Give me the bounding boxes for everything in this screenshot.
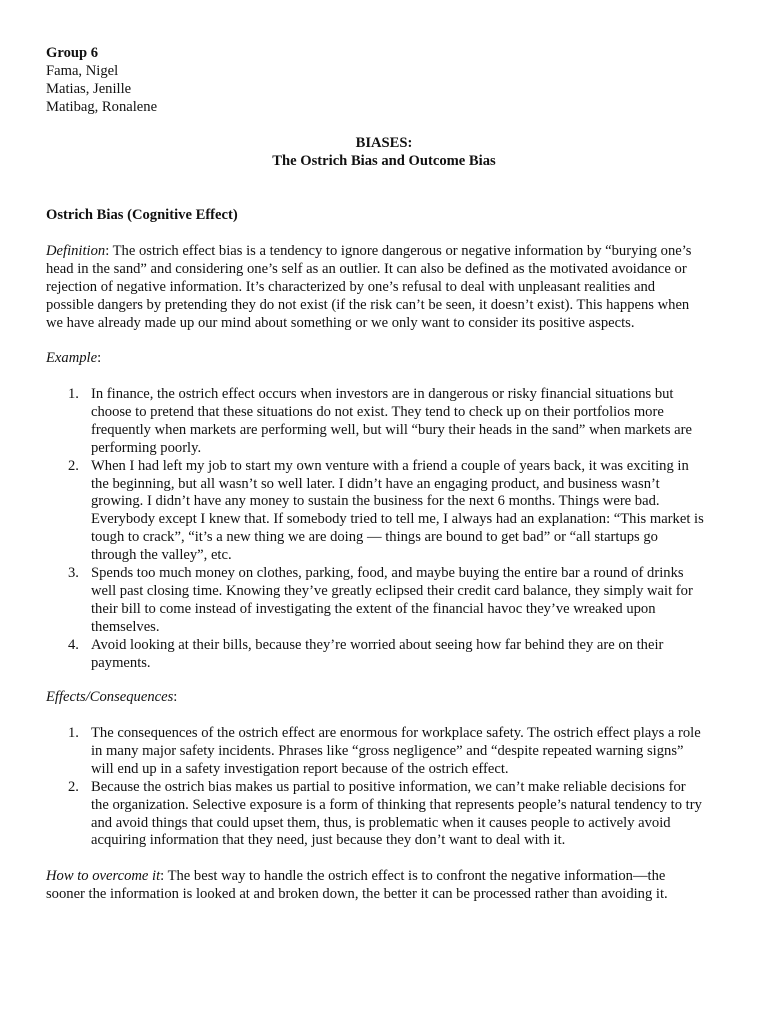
definition-label: Definition bbox=[46, 243, 106, 259]
effects-heading: Effects/Consequences: bbox=[46, 689, 178, 705]
list-item: 2. Because the ostrich bias makes us partial to positive information, we can’t make reliable decisions for the organization. Selective exposure is a form of thinking that represents people’s natural tendency to try and avoid things that could upset them, thus, is problematic when it causes people to actively avoid acquiring information that they need, just because they don’t want to deal with it. bbox=[68, 778, 702, 849]
list-item: 1. In finance, the ostrich effect occurs when investors are in dangerous or risky financial situations but choose to pretend that these situations do not exist. They tend to check up on their portfolios more frequently when markets are performing well, but will “bury their heads in the sand” when markets are performing poorly. bbox=[68, 386, 692, 456]
member-name: Matias, Jenille bbox=[46, 80, 132, 97]
list-number: 4. bbox=[68, 636, 79, 653]
section-heading: Ostrich Bias (Cognitive Effect) bbox=[46, 207, 238, 223]
group-name: Group 6 bbox=[46, 45, 99, 61]
list-item: 2. When I had left my job to start my own venture with a friend a couple of years back, it was exciting in the beginning, but all wasn’t so well later. I didn’t have an engaging product, and business wasn’t growing. I didn’t have any money to sustain the business for the next 6 months. Things were bad. Everybody except I knew that. If somebody tried to tell me, I always had an explanation: “This market is tough to crack”, “it’s a new thing we are doing — things are bound to get bad” or “all startups go through the valley”, etc. bbox=[68, 457, 704, 564]
definition-paragraph bbox=[46, 243, 724, 333]
paragraph-line: Definition: The ostrich effect bias is a tendency to ignore dangerous or negative information by “burying one’s bbox=[46, 243, 692, 259]
effects-label: Effects/Consequences bbox=[46, 689, 174, 705]
overcome-paragraph bbox=[46, 868, 724, 904]
example-list bbox=[46, 386, 726, 673]
list-number: 1. bbox=[68, 725, 79, 741]
list-number: 1. bbox=[68, 386, 79, 402]
list-item: 3. Spends too much money on clothes, parking, food, and maybe buying the entire bar a round of drinks well past closing time. Knowing they’ve greatly eclipsed their credit card balance, they simply wait for their bill to come instead of investigating the extent of the financial havoc they’ve wreaked upon themselves. bbox=[68, 565, 693, 635]
list-number: 2. bbox=[68, 778, 79, 795]
group-header bbox=[46, 45, 157, 117]
overcome-label: How to overcome it bbox=[46, 868, 161, 884]
example-label: Example bbox=[46, 350, 98, 366]
member-name: Matibag, Ronalene bbox=[46, 98, 158, 115]
member-name: Fama, Nigel bbox=[46, 62, 119, 79]
paragraph-line: rejection of negative information. It’s characterized by one’s refusal to deal with unpleasant realities and bbox=[46, 278, 656, 295]
title-line-2: The Ostrich Bias and Outcome Bias bbox=[272, 152, 496, 169]
list-item: 4. Avoid looking at their bills, because they’re worried about seeing how far behind they are on their payments. bbox=[68, 636, 664, 671]
paragraph-line: head in the sand” and considering one’s self as an outlier. It can also be defined as the motivated avoidance or bbox=[46, 260, 687, 277]
paragraph-line: sooner the information is looked at and broken down, the better it can be processed rather than avoiding it. bbox=[46, 885, 668, 902]
list-item: 1. The consequences of the ostrich effect are enormous for workplace safety. The ostrich effect plays a role in many major safety incidents. Phrases like “gross negligence” and “despite repeated warning signs” will end up in a safety investigation report because of the ostrich effect. bbox=[68, 725, 701, 777]
list-number: 2. bbox=[68, 457, 79, 474]
paragraph-line: we have already made up our mind about something or we only want to consider its positive aspects. bbox=[46, 314, 635, 331]
example-heading: Example: bbox=[46, 350, 102, 366]
paragraph-line: How to overcome it: The best way to handle the ostrich effect is to confront the negative information—the bbox=[46, 868, 666, 884]
document-title bbox=[46, 135, 722, 171]
list-number: 3. bbox=[68, 565, 79, 582]
effects-list bbox=[46, 725, 726, 850]
title-line-1: BIASES: bbox=[355, 135, 413, 151]
paragraph-line: possible dangers by pretending they do not exist (if the risk can’t be seen, it doesn’t exist). This happens when bbox=[46, 296, 690, 313]
